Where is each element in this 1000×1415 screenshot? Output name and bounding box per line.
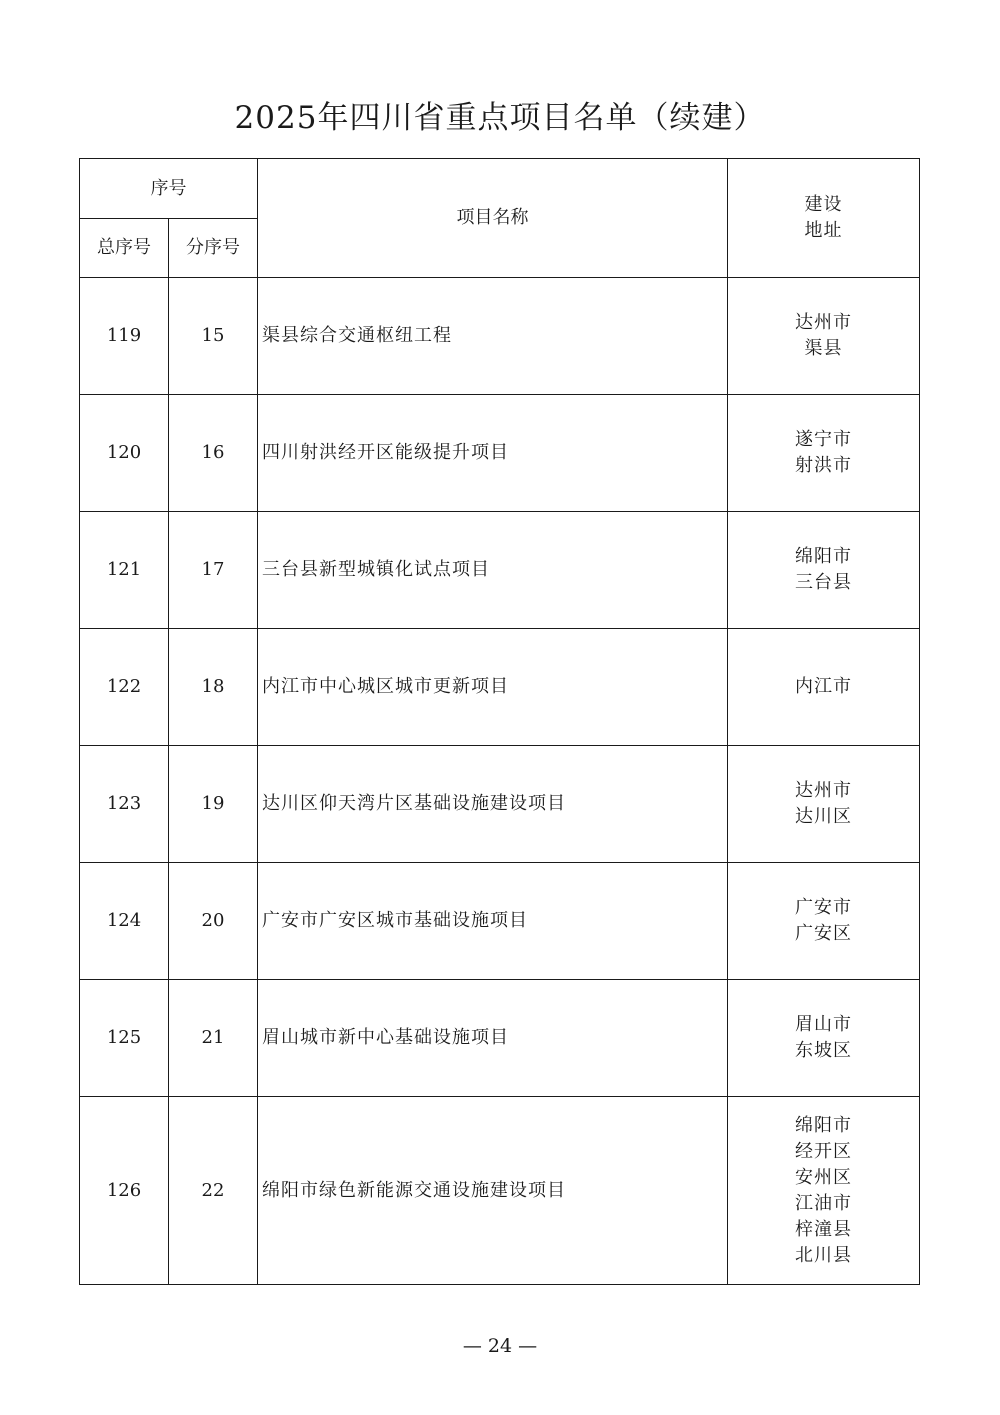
location-line: 东坡区 <box>795 1040 852 1061</box>
page-number: — 24 — <box>462 1335 538 1357</box>
page-title: 2025年四川省重点项目名单（续建） <box>234 100 766 136</box>
cell-total-seq: 124 <box>80 863 169 980</box>
cell-project-name: 广安市广安区城市基础设施项目 <box>258 863 728 980</box>
cell-total-seq: 121 <box>80 512 169 629</box>
cell-location <box>728 1097 920 1285</box>
location-line: 江油市 <box>795 1192 852 1214</box>
location-line: 内江市 <box>795 676 852 697</box>
location-line: 射洪市 <box>795 455 852 476</box>
cell-location <box>728 395 920 512</box>
cell-sub-seq: 16 <box>169 395 258 512</box>
table-header-row <box>80 159 920 219</box>
table-row <box>80 278 920 395</box>
header-seq-group: 序号 <box>80 159 258 219</box>
location-line: 眉山市 <box>795 1014 852 1035</box>
location-line: 广安市 <box>795 897 852 918</box>
cell-project-name: 内江市中心城区城市更新项目 <box>258 629 728 746</box>
cell-location <box>728 863 920 980</box>
cell-sub-seq: 20 <box>169 863 258 980</box>
table-row <box>80 395 920 512</box>
location-line: 达川区 <box>795 806 852 827</box>
header-total-seq: 总序号 <box>80 219 169 278</box>
table-row <box>80 746 920 863</box>
table-row <box>80 980 920 1097</box>
cell-sub-seq: 17 <box>169 512 258 629</box>
header-sub-seq: 分序号 <box>169 219 258 278</box>
header-project-name: 项目名称 <box>258 159 728 278</box>
cell-sub-seq: 21 <box>169 980 258 1097</box>
location-line: 北川县 <box>795 1244 852 1266</box>
cell-sub-seq: 18 <box>169 629 258 746</box>
location-line: 三台县 <box>795 572 852 593</box>
location-line: 安州区 <box>795 1166 852 1188</box>
header-location <box>728 159 920 278</box>
cell-total-seq: 119 <box>80 278 169 395</box>
cell-location <box>728 629 920 746</box>
location-line: 绵阳市 <box>795 1114 852 1136</box>
project-table <box>79 158 920 1285</box>
cell-project-name: 达川区仰天湾片区基础设施建设项目 <box>258 746 728 863</box>
cell-total-seq: 123 <box>80 746 169 863</box>
location-line: 经开区 <box>795 1140 852 1162</box>
location-line: 梓潼县 <box>795 1218 852 1240</box>
location-line: 绵阳市 <box>795 546 852 567</box>
cell-project-name: 渠县综合交通枢纽工程 <box>258 278 728 395</box>
header-location-line1: 建设 <box>804 194 843 215</box>
cell-sub-seq: 15 <box>169 278 258 395</box>
cell-total-seq: 126 <box>80 1097 169 1285</box>
cell-project-name: 绵阳市绿色新能源交通设施建设项目 <box>258 1097 728 1285</box>
location-line: 广安区 <box>795 923 852 944</box>
cell-sub-seq: 22 <box>169 1097 258 1285</box>
cell-location <box>728 278 920 395</box>
cell-total-seq: 125 <box>80 980 169 1097</box>
cell-project-name: 三台县新型城镇化试点项目 <box>258 512 728 629</box>
location-line: 渠县 <box>804 338 843 359</box>
location-line: 达州市 <box>795 780 852 801</box>
header-location-line2: 地址 <box>804 220 843 241</box>
location-line: 遂宁市 <box>795 429 852 450</box>
cell-project-name: 眉山城市新中心基础设施项目 <box>258 980 728 1097</box>
cell-total-seq: 122 <box>80 629 169 746</box>
cell-location <box>728 746 920 863</box>
cell-project-name: 四川射洪经开区能级提升项目 <box>258 395 728 512</box>
cell-sub-seq: 19 <box>169 746 258 863</box>
table-row <box>80 512 920 629</box>
cell-location <box>728 512 920 629</box>
table-row <box>80 1097 920 1285</box>
cell-total-seq: 120 <box>80 395 169 512</box>
table-row <box>80 863 920 980</box>
table-row <box>80 629 920 746</box>
cell-location <box>728 980 920 1097</box>
location-line: 达州市 <box>795 312 852 333</box>
